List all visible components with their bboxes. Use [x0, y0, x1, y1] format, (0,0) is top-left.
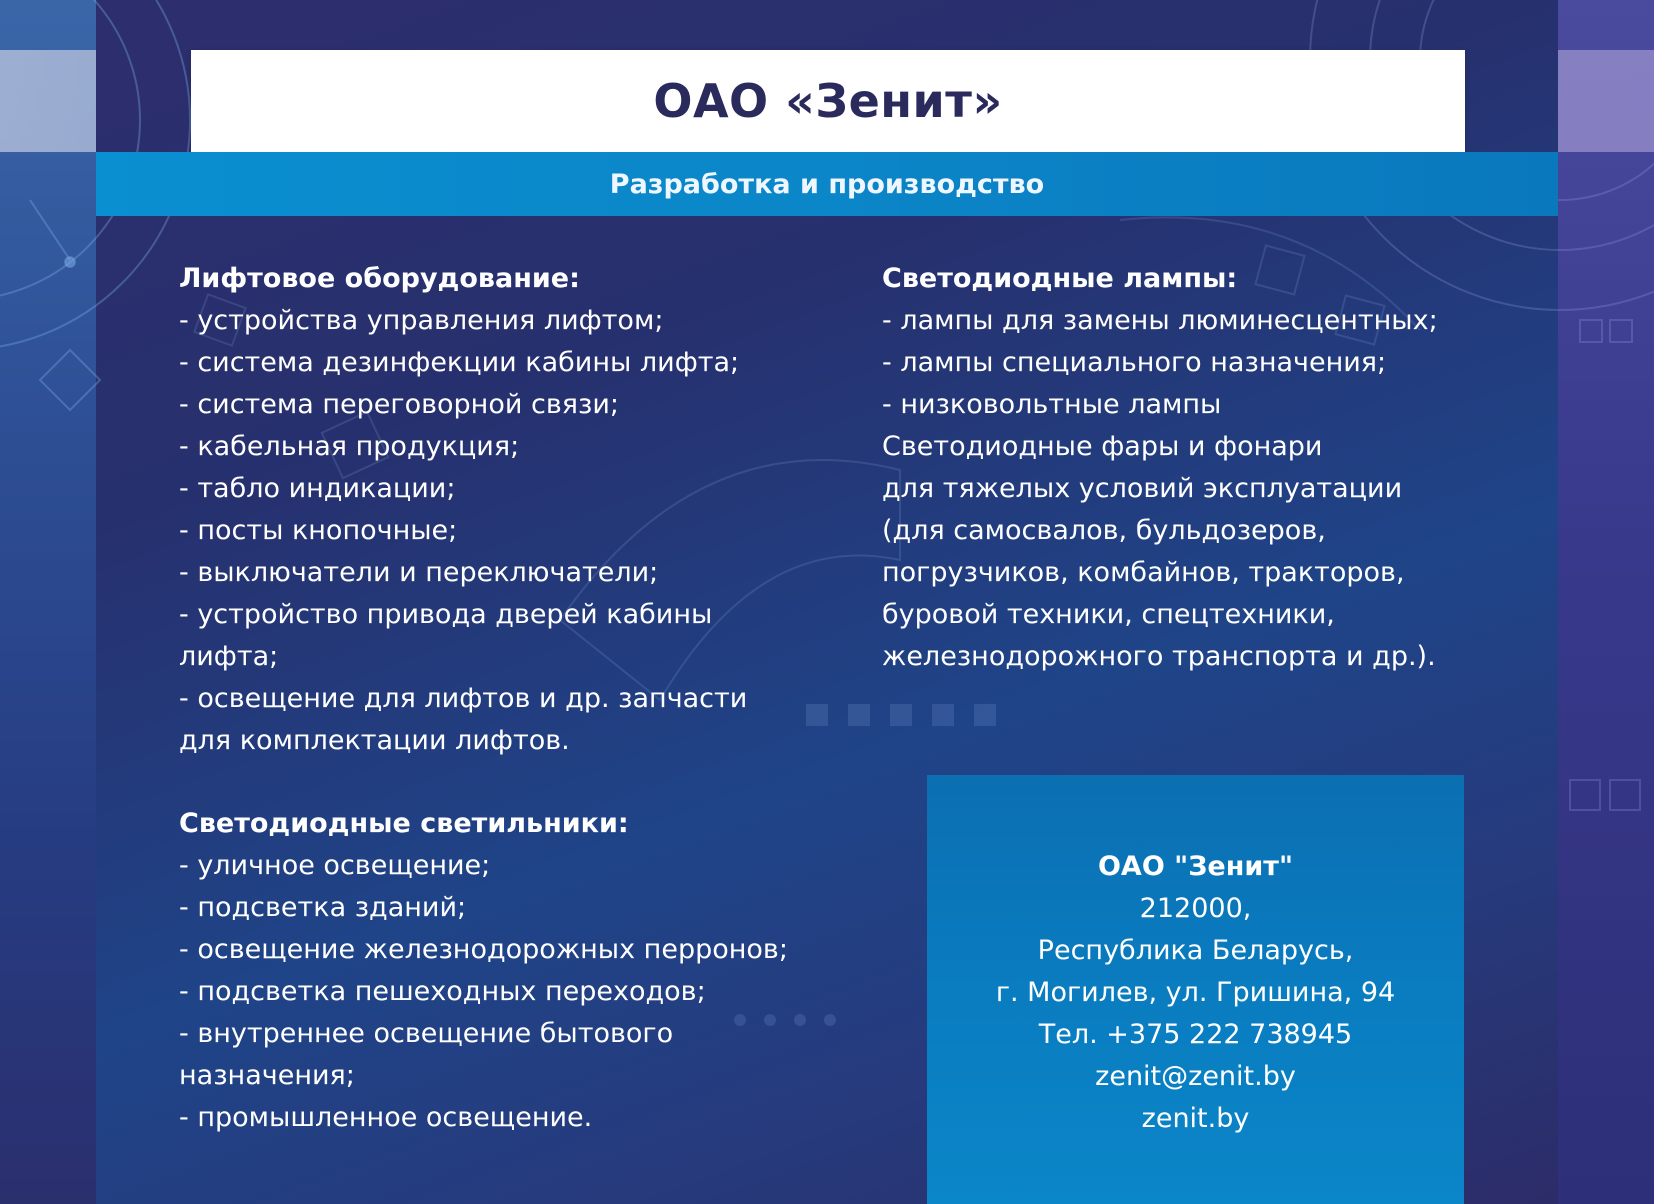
- background-right-strip: [1558, 0, 1654, 1204]
- list-item: - посты кнопочные;: [179, 515, 458, 546]
- postcode: 212000,: [1139, 893, 1252, 924]
- list-item: - промышленное освещение.: [179, 1102, 593, 1133]
- background-left-strip: [0, 0, 96, 1204]
- list-item: назначения;: [179, 1060, 355, 1091]
- list-item: - внутреннее освещение бытового: [179, 1018, 674, 1049]
- list-item: для комплектации лифтов.: [179, 725, 570, 756]
- address: г. Могилев, ул. Гришина, 94: [995, 977, 1396, 1008]
- list-item: для тяжелых условий эксплуатации: [882, 473, 1403, 504]
- list-item: - освещение для лифтов и др. запчасти: [179, 683, 748, 714]
- section-heading: Светодиодные лампы:: [882, 263, 1238, 294]
- list-item: - низковольтные лампы: [882, 389, 1222, 420]
- country: Республика Беларусь,: [1037, 935, 1354, 966]
- title-box: [191, 50, 1465, 152]
- contact-info: [927, 846, 1464, 1140]
- list-item: - подсветка пешеходных переходов;: [179, 976, 706, 1007]
- list-item: - система переговорной связи;: [179, 389, 619, 420]
- list-item: - лампы специального назначения;: [882, 347, 1387, 378]
- website-link[interactable]: zenit.by: [1141, 1103, 1250, 1134]
- list-item: буровой техники, спецтехники,: [882, 599, 1335, 630]
- section-lift-equipment: [179, 258, 869, 762]
- list-item: - кабельная продукция;: [179, 431, 520, 462]
- list-item: (для самосвалов, бульдозеров,: [882, 515, 1326, 546]
- section-led-lamps: [882, 258, 1502, 678]
- subtitle-bar: [96, 152, 1558, 216]
- company-name: ОАО "Зенит": [1097, 851, 1294, 882]
- list-item: - табло индикации;: [179, 473, 456, 504]
- list-item: - лампы для замены люминесцентных;: [882, 305, 1438, 336]
- list-item: - уличное освещение;: [179, 850, 491, 881]
- list-item: - устройство привода дверей кабины: [179, 599, 713, 630]
- list-item: - подсветка зданий;: [179, 892, 467, 923]
- section-led-luminaires: [179, 803, 879, 1139]
- page-subtitle: Разработка и производство: [609, 168, 1045, 200]
- page-title: ОАО «Зенит»: [653, 74, 1003, 128]
- list-item: погрузчиков, комбайнов, тракторов,: [882, 557, 1405, 588]
- list-item: - система дезинфекции кабины лифта;: [179, 347, 740, 378]
- phone: Тел. +375 222 738945: [1038, 1019, 1353, 1050]
- list-item: лифта;: [179, 641, 279, 672]
- list-item: - освещение железнодорожных перронов;: [179, 934, 788, 965]
- section-heading: Светодиодные светильники:: [179, 808, 629, 839]
- section-heading: Лифтовое оборудование:: [179, 263, 580, 294]
- list-item: - устройства управления лифтом;: [179, 305, 664, 336]
- list-item: - выключатели и переключатели;: [179, 557, 659, 588]
- list-item: железнодорожного транспорта и др.).: [882, 641, 1436, 672]
- list-item: Светодиодные фары и фонари: [882, 431, 1323, 462]
- email-link[interactable]: zenit@zenit.by: [1095, 1061, 1296, 1092]
